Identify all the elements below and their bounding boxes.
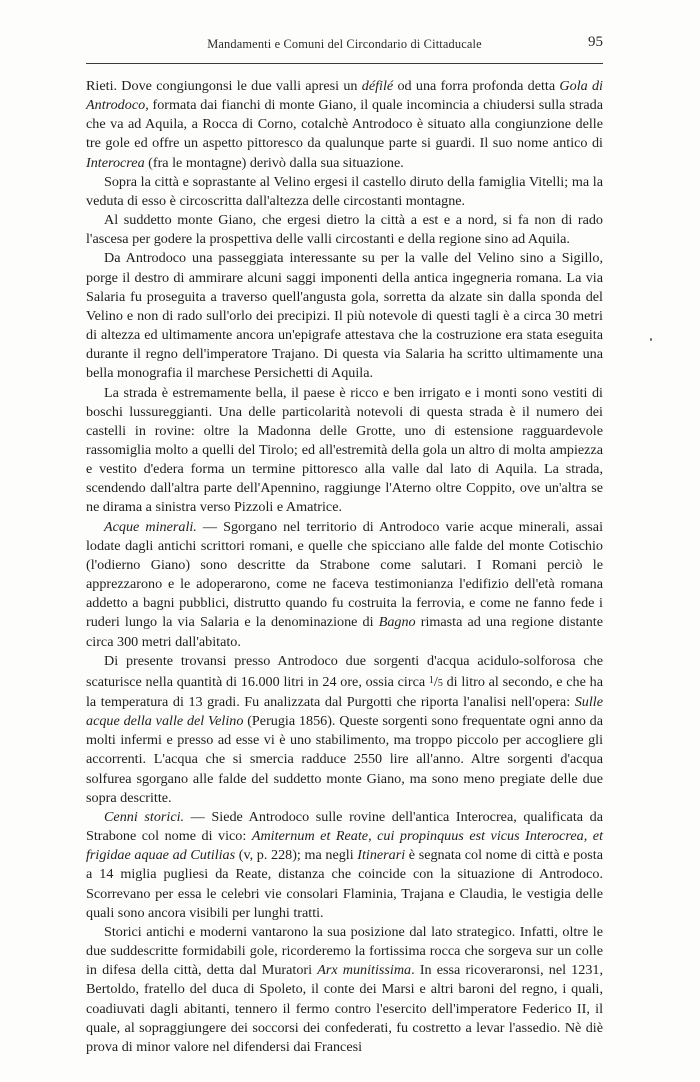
- italic-term: Itinerari: [357, 847, 406, 864]
- paragraph-castello-vitelli: Sopra la città e soprastante al Velino ergesi il castello diruto della famiglia Vitelli; ma la veduta di esso è circoscritta dall'altezza delle circostanti montagne.: [86, 173, 603, 209]
- paragraph-rieti-gola: [86, 77, 603, 173]
- section-heading-cenni-storici: Cenni storici.: [104, 808, 185, 825]
- section-heading-acque-minerali: Acque minerali.: [104, 518, 197, 535]
- italic-term: Interocrea: [86, 154, 145, 171]
- text-run: . In essa ricoveraronsi, nel 1231, Bertoldo, fratello del duca di Spoleto, il conte dei Marsi e altri baroni del regno, i quali, coadiuvati dagli abitanti, tennero il fermo contro l'esercito dell'imperatore Federico II, il quale, al sopraggiungere dei soccorsi dei confederati, fu costretto a levar l'assedio. Nè diè prova di minor valore nel difendersi dai Francesi: [86, 962, 603, 1055]
- text-run: Di presente trovansi presso Antrodoco due sorgenti d'acqua acidulo-solforosa che scaturisce nella quantità di 16.000 litri in 24 ore, ossia circa: [86, 652, 603, 690]
- fraction-denominator: 5: [437, 677, 443, 689]
- text-run: (v, p. 228); ma negli: [235, 847, 358, 864]
- text-run: rimasta ad una regione distante circa 300 metri dall'abitato.: [86, 614, 603, 650]
- page-number: 95: [588, 34, 603, 50]
- text-run: Rieti. Dove congiungonsi le due valli apresi un: [86, 78, 362, 94]
- italic-quotation: Amiternum et Reate, cui propinquus est vicus Interocrea, et frigidae aquae ad Cutilias: [86, 828, 604, 864]
- italic-term: défilé: [361, 78, 394, 94]
- paragraph-via-salaria: Da Antrodoco una passeggiata interessante su per la valle del Velino sino a Sigillo, porge il destro di ammirare alcuni saggi imponenti della antica ingegneria romana. La via Salaria fu proseguita a traverso quell'angusta gola, sorretta da alzate sin dalla sponda del Velino e non di rado sull'orlo dei precipizi. Il più notevole di questi tagli è a circa 30 metri di altezza ed ultimamente ancora un'epigrafe attestava che la costruzione era stata eseguita durante il regno dell'imperatore Trajano. Di questa via Salaria ha scritto ultimamente una bella monografia il marchese Persichetti di Aquila.: [86, 250, 603, 382]
- paragraph-acque-minerali: [86, 518, 603, 652]
- text-run: (Perugia 1856). Queste sorgenti sono frequentate ogni anno da molti infermi e presso ad esse vi è uno stabilimento, ma troppo piccolo per accogliere gli accorrenti. L'acqua che si smercia radduce 2550 lire all'anno. Altre sorgenti d'acqua solfurea sgorgano alle falde del suddetto monte Giano, ma sono meno pregiate delle due sopra descritte.: [86, 713, 604, 806]
- text-run: od una forra profonda detta: [393, 78, 560, 94]
- italic-title: Sulle acque della valle del Velino: [86, 694, 603, 730]
- text-run: di litro al secondo, e che ha la temperatura di 13 gradi. Fu analizzata dal Purgotti che riporta l'analisi nell'opera:: [86, 673, 604, 710]
- paragraph-monte-giano: Al suddetto monte Giano, che ergesi dietro la città a est e a nord, si fa non di rado l'ascesa per godere la prospettiva delle valli circostanti e della regione sino ad Aquila.: [86, 212, 603, 248]
- body-text: [86, 77, 603, 1057]
- header-rule: [86, 63, 603, 64]
- italic-term: Gola di Antrodoco: [86, 78, 603, 114]
- text-run: Storici antichi e moderni vantarono la sua posizione dal lato strategico. Infatti, oltre le due suddescritte formidabili gole, ricorderemo la fortissima rocca che sorgeva sur un colle in difesa della città, detta dal Muratori: [86, 923, 603, 979]
- text-run: — Siede Antrodoco sulle rovine dell'antica Interocrea, qualificata da Strabone col nome di vico:: [86, 808, 603, 845]
- running-header: [86, 34, 603, 56]
- running-title: Mandamenti e Comuni del Circondario di Cittaducale: [207, 37, 482, 51]
- text-run: è segnata col nome di città e posta a 14 miglia pugliesi da Reate, distanza che coincide con la situazione di Antrodoco. Scorrevano per essa le celebri vie consolari Flaminia, Trajana e Claudia, le vestigia delle quali sono ancora visibili per lunghi tratti.: [86, 847, 603, 921]
- italic-term: Bagno: [378, 614, 416, 631]
- paragraph-castelli: La strada è estremamente bella, il paese è ricco e ben irrigato e i monti sono vestiti di boschi lussureggianti. Una delle particolarità notevoli di questa strada è il numero dei castelli in rovine: oltre la Madonna delle Grotte, uno di estensione ragguardevole rassomiglia molto a quelli del Tirolo; ed all'estremità della gola un altro di molta ampiezza e vestito d'edera forma un termine pittoresco alla valle dal lato di Aquila. La strada, scendendo dall'altra parte dell'Apennino, raggiunge l'Aterno oltre Coppito, ove un'altra se ne dirama a sinistra verso Pizzoli e Amatrice.: [86, 384, 603, 516]
- italic-term: Arx munitissima: [317, 962, 412, 979]
- text-run: — Sgorgano nel territorio di Antrodoco varie acque minerali, assai lodate dagli antichi scrittori romani, e quelle che spicciano alle falde del monte Cotischio (l'odierno Giano) sono descritte da Strabone come salutari. I Romani perciò le apprezzarono e le adoperarono, come ne faceva testimonianza l'edifizio dell'età romana addetto a bagni pubblici, distrutto quando fu costruita la ferrovia, e come ne fanno fede i ruderi lungo la via Salaria e la denominazione di: [86, 518, 603, 631]
- fraction-slash: /: [433, 673, 438, 690]
- text-run: (fra le montagne) derivò dalla sua situazione.: [144, 154, 404, 171]
- paragraph-storici: [86, 923, 603, 1057]
- paragraph-cenni-storici: [86, 808, 603, 923]
- text-run: , formata dai fianchi di monte Giano, il quale incomincia a chiudersi sulla strada che va ad Aquila, a Rocca di Corno, cotalchè Antrodoco è situato alla congiunzione delle tre gole ed offre un aspetto pittoresco da qualunque parte si guardi. Il suo nome antico di: [86, 97, 603, 152]
- paper-speck: [650, 338, 652, 341]
- paragraph-sorgenti: [86, 652, 603, 808]
- fraction-numerator: 1: [428, 674, 434, 686]
